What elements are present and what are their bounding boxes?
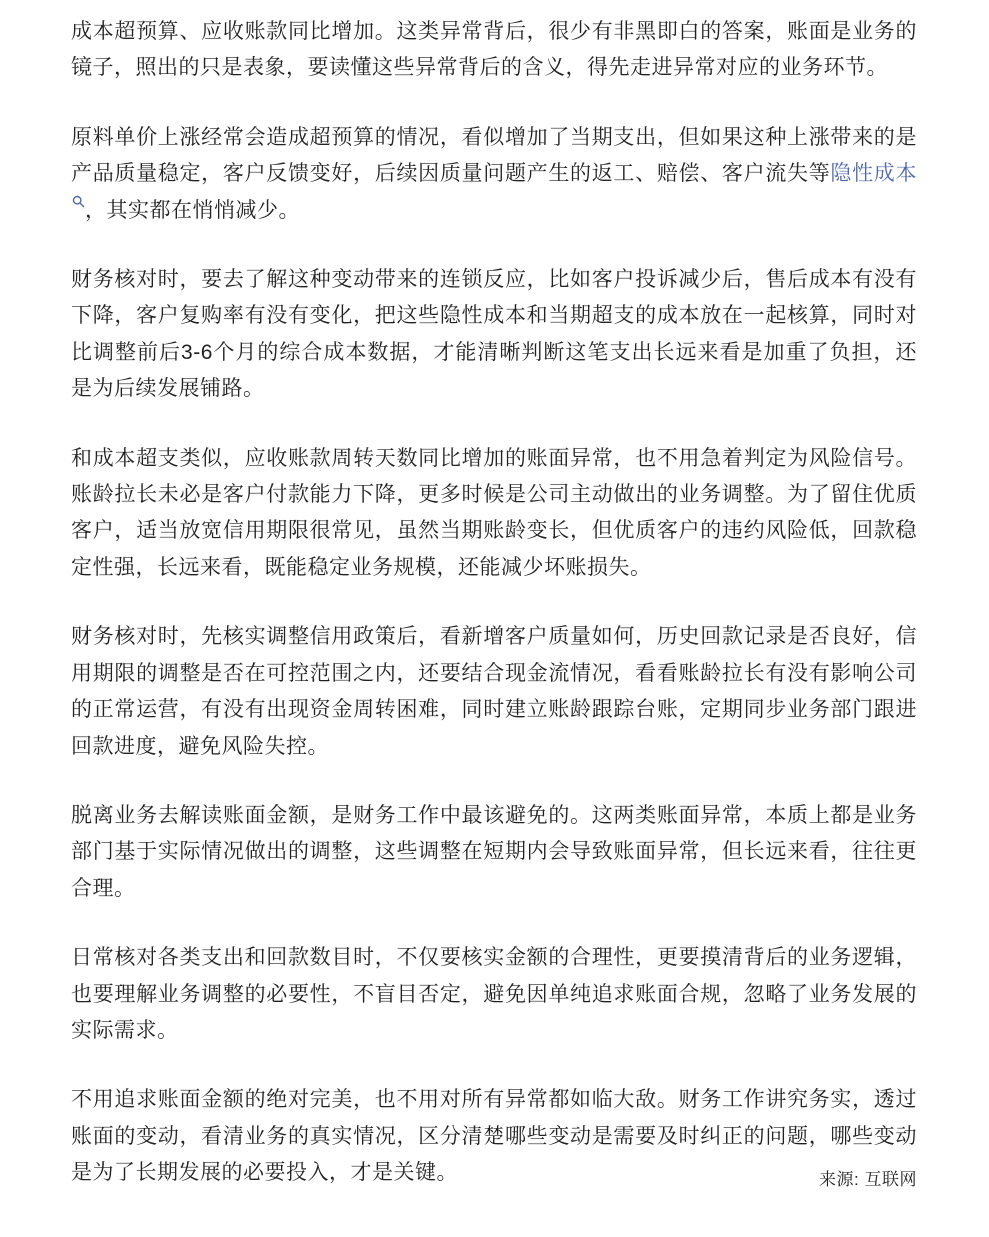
paragraph-6: 脱离业务去解读账面金额，是财务工作中最该避免的。这两类账面异常，本质上都是业务部门基于实际情况做出的调整，这些调整在短期内会导致账面异常，但长远来看，往往更合理。 bbox=[71, 803, 917, 900]
paragraph-8 bbox=[71, 1082, 917, 1191]
paragraph-1: 成本超预算、应收账款同比增加。这类异常背后，很少有非黑即白的答案，账面是业务的镜子，照出的只是表象，要读懂这些异常背后的含义，得先走进异常对应的业务环节。 bbox=[71, 20, 917, 80]
search-icon[interactable] bbox=[72, 195, 85, 208]
paragraph-2-text-before-link: 原料单价上涨经常会造成超预算的情况，看似增加了当期支出，但如果这种上涨带来的是产品质量稳定，客户反馈变好，后续因质量问题产生的返工、赔偿、客户流失等 bbox=[71, 125, 917, 186]
paragraph-2-text-after-link: ，其实都在悄悄减少。 bbox=[85, 198, 300, 222]
paragraph-8-text: 不用追求账面金额的绝对完美，也不用对所有异常都如临大敌。财务工作讲究务实，透过账面的变动，看清业务的真实情况，区分清楚哪些变动是需要及时纠正的问题，哪些变动是为了长期发展的必要投入，才是关键。 bbox=[71, 1088, 917, 1185]
paragraph-7: 日常核对各类支出和回款数目时，不仅要核实金额的合理性，更要摸清背后的业务逻辑，也要理解业务调整的必要性，不盲目否定，避免因单纯追求账面合规，忽略了业务发展的实际需求。 bbox=[71, 946, 917, 1042]
paragraph-4: 和成本超支类似，应收账款周转天数同比增加的账面异常，也不用急着判定为风险信号。账龄拉长未必是客户付款能力下降，更多时候是公司主动做出的业务调整。为了留住优质客户，适当放宽信用期限很常见，虽然当期账龄变长，但优质客户的违约风险低，回款稳定性强，长远来看，既能稳定业务规模，还能减少坏账损失。 bbox=[71, 446, 917, 579]
entity-link-hidden-cost[interactable]: 隐性成本 bbox=[830, 162, 917, 186]
paragraph-2 bbox=[71, 120, 917, 229]
paragraph-3: 财务核对时，要去了解这种变动带来的连锁反应，比如客户投诉减少后，售后成本有没有下降，客户复购率有没有变化，把这些隐性成本和当期超支的成本放在一起核算，同时对比调整前后3-6个月的综合成本数据，才能清晰判断这笔支出长远来看是加重了负担，还是为后续发展铺路。 bbox=[71, 268, 917, 401]
paragraph-5: 财务核对时，先核实调整信用政策后，看新增客户质量如何，历史回款记录是否良好，信用期限的调整是否在可控范围之内，还要结合现金流情况，看看账龄拉长有没有影响公司的正常运营，有没有出现资金周转困难，同时建立账龄跟踪台账，定期同步业务部门跟进回款进度，避免风险失控。 bbox=[71, 625, 917, 758]
source-label: 来源: 互联网 bbox=[819, 1169, 917, 1189]
